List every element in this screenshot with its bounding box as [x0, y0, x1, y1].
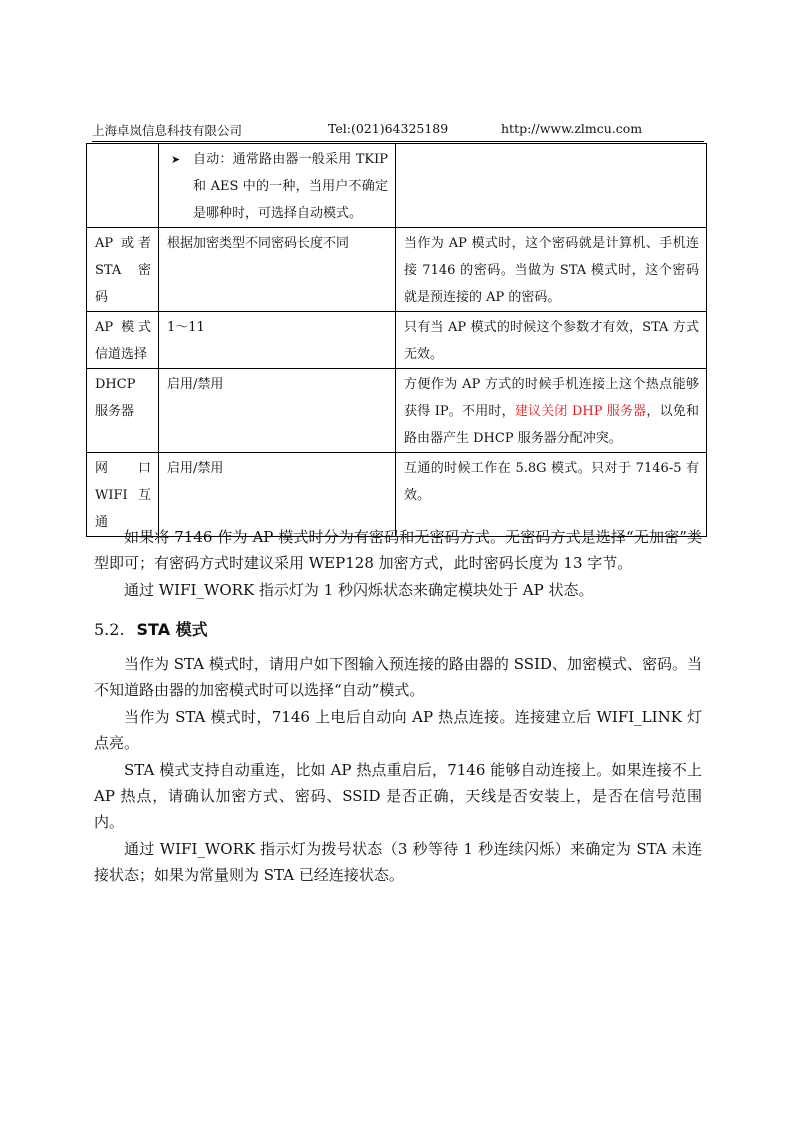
cell-line: [95, 455, 151, 482]
header-divider: [92, 141, 704, 142]
cell-text: ，以免和路由器产生 DHCP 服务器分配冲突。: [404, 404, 699, 446]
paragraph: 当作为 STA 模式时，请用户如下图输入预连接的路由器的 SSID、加密模式、密码。当不知道路由器的加密模式时可以选择“自动”模式。: [94, 655, 702, 699]
list-item: [167, 146, 388, 227]
table-cell: 启用/禁用: [159, 369, 396, 453]
header-tel: Tel:(021)64325189: [328, 121, 449, 136]
parameter-table: [86, 143, 707, 537]
cell-line: [95, 482, 151, 509]
page-header: [92, 121, 702, 139]
cell-text: 方便作为 AP 方式的时候手机连接上这个热点能够获得 IP。不用时，: [404, 377, 699, 419]
table-cell: [87, 144, 159, 228]
paragraph: 通过 WIFI_WORK 指示灯为拨号状态（3 秒等待 1 秒连续闪烁）来确定为 STA 未连接状态；如果为常量则为 STA 已经连接状态。: [94, 840, 702, 884]
highlighted-text: 建议关闭 DHP 服务器: [514, 404, 647, 419]
table-row: [87, 369, 707, 453]
table-cell: DHCP 服务器: [87, 369, 159, 453]
cell-text: 口: [137, 461, 151, 476]
table-row: [87, 312, 707, 369]
section-number: 5.2.: [94, 620, 125, 639]
header-url: http://www.zlmcu.com: [501, 121, 643, 136]
table-cell: 当作为 AP 模式时，这个密码就是计算机、手机连接 7146 的密码。当做为 STA 模式时，这个密码就是预连接的 AP 的密码。: [396, 228, 707, 312]
table-row: [87, 144, 707, 228]
cell-text: 互: [137, 488, 151, 503]
table-cell: 启用/禁用: [159, 453, 396, 537]
table-cell: AP 模式信道选择: [87, 312, 159, 369]
bullet-text: 自动：通常路由器一般采用 TKIP 和 AES 中的一种，当用户不确定是哪种时，可选择自动模式。: [193, 152, 388, 221]
table-cell: [396, 369, 707, 453]
section-title: STA 模式: [136, 620, 208, 639]
header-company: 上海卓岚信息科技有限公司: [92, 123, 243, 138]
table-cell: 互通的时候工作在 5.8G 模式。只对于 7146-5 有效。: [396, 453, 707, 537]
table-cell: [159, 144, 396, 228]
table-cell: 只有当 AP 模式的时候这个参数才有效，STA 方式无效。: [396, 312, 707, 369]
paragraph: 当作为 STA 模式时，7146 上电后自动向 AP 热点连接。连接建立后 WIFI_LINK 灯点亮。: [94, 708, 702, 752]
arrow-bullet-icon: ➤: [171, 153, 181, 166]
paragraph: 如果将 7146 作为 AP 模式时分为有密码和无密码方式。无密码方式是选择“无加密”类型即可；有密码方式时建议采用 WEP128 加密方式，此时密码长度为 13 字节。: [94, 528, 702, 572]
table-cell: 1～11: [159, 312, 396, 369]
table-cell: AP 或者 STA 密码: [87, 228, 159, 312]
cell-text: 网: [95, 461, 109, 476]
cell-text: WIFI: [95, 488, 128, 503]
table-cell: 根据加密类型不同密码长度不同: [159, 228, 396, 312]
section-heading: [94, 617, 208, 640]
paragraph: STA 模式支持自动重连，比如 AP 热点重启后，7146 能够自动连接上。如果连接不上 AP 热点，请确认加密方式、密码、SSID 是否正确，天线是否安装上，是否在信号范围内。: [94, 761, 702, 831]
table-row: [87, 228, 707, 312]
paragraph: 通过 WIFI_WORK 指示灯为 1 秒闪烁状态来确定模块处于 AP 状态。: [124, 581, 594, 599]
table-cell: [396, 144, 707, 228]
cell-line: 通: [95, 515, 109, 530]
